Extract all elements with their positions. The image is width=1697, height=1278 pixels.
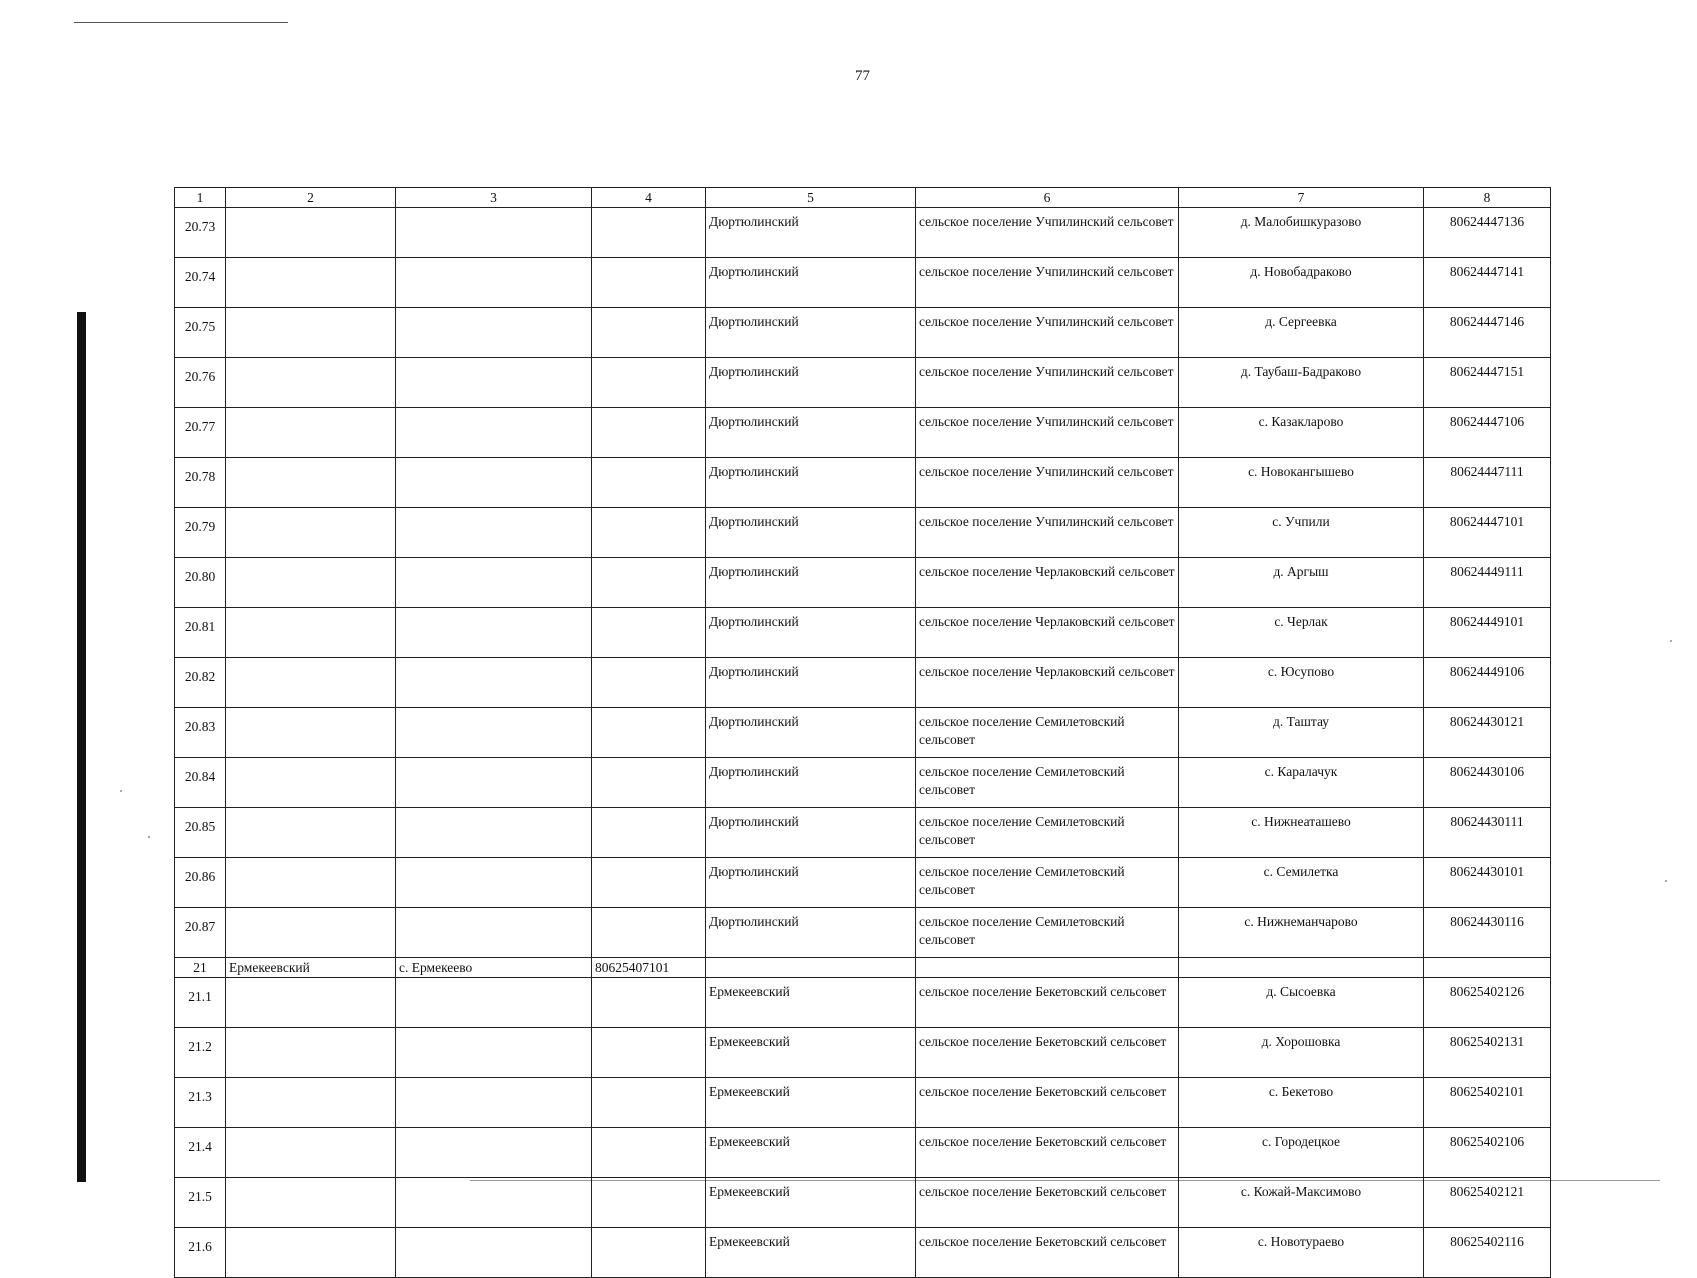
locality-cell: с. Нижнеаташево (1179, 808, 1424, 858)
oktmo-code-cell: 80624449101 (1424, 608, 1551, 658)
header-cell: 1 (175, 188, 226, 208)
settlement-cell: сельское поселение Бекетовский сельсовет (916, 1028, 1179, 1078)
locality-cell: д. Новобадраково (1179, 258, 1424, 308)
locality-cell: с. Кожай-Максимово (1179, 1178, 1424, 1228)
settlement-cell: сельское поселение Учпилинский сельсовет (916, 508, 1179, 558)
header-cell: 6 (916, 188, 1179, 208)
settlement-cell: сельское поселение Учпилинский сельсовет (916, 208, 1179, 258)
top-rule (74, 22, 288, 23)
settlement-cell: сельское поселение Учпилинский сельсовет (916, 458, 1179, 508)
municipality-code-cell (592, 858, 706, 908)
center-cell (396, 808, 592, 858)
locality-cell: д. Таубаш-Бадраково (1179, 358, 1424, 408)
center-cell (396, 208, 592, 258)
row-number-cell: 20.83 (175, 708, 226, 758)
table-row (175, 1178, 1551, 1228)
municipality-code-cell (592, 708, 706, 758)
table-row (175, 1228, 1551, 1278)
district-name-cell: Ермекеевский (706, 978, 916, 1028)
oktmo-code-cell: 80625402101 (1424, 1078, 1551, 1128)
row-number-cell: 20.76 (175, 358, 226, 408)
district-cell (226, 308, 396, 358)
header-cell: 2 (226, 188, 396, 208)
district-cell (226, 358, 396, 408)
header-cell: 5 (706, 188, 916, 208)
row-number-cell: 21.3 (175, 1078, 226, 1128)
district-name-cell: Дюртюлинский (706, 658, 916, 708)
district-cell (226, 1228, 396, 1278)
municipality-code-cell (592, 358, 706, 408)
row-number-cell: 20.80 (175, 558, 226, 608)
row-number-cell: 21.2 (175, 1028, 226, 1078)
district-name-cell: Ермекеевский (706, 1028, 916, 1078)
district-name-cell: Дюртюлинский (706, 858, 916, 908)
row-number-cell: 21 (175, 958, 226, 978)
table-row (175, 508, 1551, 558)
table-row (175, 858, 1551, 908)
district-name-cell: Дюртюлинский (706, 508, 916, 558)
district-name-cell: Ермекеевский (706, 1078, 916, 1128)
table-row (175, 358, 1551, 408)
district-name-cell: Ермекеевский (706, 1228, 916, 1278)
locality-cell: с. Семилетка (1179, 858, 1424, 908)
municipality-code-cell (592, 758, 706, 808)
table-row (175, 458, 1551, 508)
district-cell (226, 1178, 396, 1228)
center-cell (396, 908, 592, 958)
district-name-cell: Дюртюлинский (706, 408, 916, 458)
center-cell (396, 308, 592, 358)
oktmo-code-cell: 80625402116 (1424, 1228, 1551, 1278)
district-name-cell: Дюртюлинский (706, 458, 916, 508)
oktmo-code-cell: 80625402106 (1424, 1128, 1551, 1178)
oktmo-code-cell: 80624430121 (1424, 708, 1551, 758)
district-cell (226, 708, 396, 758)
locality-cell: д. Аргыш (1179, 558, 1424, 608)
table-row (175, 978, 1551, 1028)
locality-cell: д. Сергеевка (1179, 308, 1424, 358)
district-name-cell: Дюртюлинский (706, 208, 916, 258)
municipality-code-cell (592, 558, 706, 608)
settlement-cell: сельское поселение Учпилинский сельсовет (916, 358, 1179, 408)
district-cell (226, 408, 396, 458)
center-cell (396, 558, 592, 608)
settlement-cell: сельское поселение Семилетовский сельсовет (916, 708, 1179, 758)
center-cell (396, 708, 592, 758)
table-row (175, 208, 1551, 258)
oktmo-code-cell: 80624447111 (1424, 458, 1551, 508)
settlement-cell: сельское поселение Бекетовский сельсовет (916, 1128, 1179, 1178)
district-name-cell: Дюртюлинский (706, 808, 916, 858)
row-number-cell: 20.78 (175, 458, 226, 508)
locality-cell: с. Городецкое (1179, 1128, 1424, 1178)
row-number-cell: 20.73 (175, 208, 226, 258)
municipality-code-cell (592, 658, 706, 708)
center-cell (396, 858, 592, 908)
municipality-code-cell (592, 908, 706, 958)
locality-cell: д. Сысоевка (1179, 978, 1424, 1028)
municipality-code-cell (592, 1228, 706, 1278)
center-cell (396, 358, 592, 408)
oktmo-code-cell: 80625402131 (1424, 1028, 1551, 1078)
center-cell (396, 1228, 592, 1278)
center-cell (396, 1078, 592, 1128)
center-cell (396, 258, 592, 308)
table-row (175, 1078, 1551, 1128)
center-cell (396, 1028, 592, 1078)
table-row (175, 958, 1551, 978)
oktmo-code-cell: 80624447136 (1424, 208, 1551, 258)
municipality-code-cell (592, 308, 706, 358)
row-number-cell: 20.75 (175, 308, 226, 358)
settlement-cell: сельское поселение Семилетовский сельсовет (916, 858, 1179, 908)
municipality-code-cell (592, 1078, 706, 1128)
oktmo-code-cell: 80624449106 (1424, 658, 1551, 708)
oktmo-code-cell: 80624447146 (1424, 308, 1551, 358)
oktmo-code-cell: 80624430111 (1424, 808, 1551, 858)
locality-cell: с. Бекетово (1179, 1078, 1424, 1128)
municipality-code-cell (592, 508, 706, 558)
header-cell: 3 (396, 188, 592, 208)
district-cell (226, 258, 396, 308)
settlement-cell: сельское поселение Бекетовский сельсовет (916, 978, 1179, 1028)
table-row (175, 658, 1551, 708)
center-cell (396, 978, 592, 1028)
settlement-cell: сельское поселение Учпилинский сельсовет (916, 408, 1179, 458)
district-cell (226, 978, 396, 1028)
center-cell (396, 1128, 592, 1178)
settlement-cell: сельское поселение Черлаковский сельсовет (916, 558, 1179, 608)
district-name-cell: Ермекеевский (706, 1128, 916, 1178)
municipality-code-cell (592, 1028, 706, 1078)
district-cell (226, 1028, 396, 1078)
municipality-code-cell (592, 808, 706, 858)
table-row (175, 608, 1551, 658)
district-cell (226, 508, 396, 558)
locality-cell: с. Новотураево (1179, 1228, 1424, 1278)
table-row (175, 808, 1551, 858)
row-number-cell: 20.79 (175, 508, 226, 558)
municipality-code-cell (592, 408, 706, 458)
district-cell (226, 558, 396, 608)
row-number-cell: 21.5 (175, 1178, 226, 1228)
center-cell (396, 658, 592, 708)
municipality-code-cell: 80625407101 (592, 958, 706, 978)
locality-cell: д. Малобишкуразово (1179, 208, 1424, 258)
oktmo-code-cell (1424, 958, 1551, 978)
row-number-cell: 21.1 (175, 978, 226, 1028)
row-number-cell: 20.84 (175, 758, 226, 808)
center-cell: с. Ермекеево (396, 958, 592, 978)
district-name-cell (706, 958, 916, 978)
municipality-code-cell (592, 608, 706, 658)
column-number-row (175, 188, 1551, 208)
district-name-cell: Дюртюлинский (706, 308, 916, 358)
table-row (175, 408, 1551, 458)
district-name-cell: Дюртюлинский (706, 608, 916, 658)
page-number: 77 (855, 68, 870, 84)
municipality-code-cell (592, 1178, 706, 1228)
row-number-cell: 20.77 (175, 408, 226, 458)
header-cell: 4 (592, 188, 706, 208)
district-name-cell: Дюртюлинский (706, 358, 916, 408)
oktmo-code-cell: 80624447141 (1424, 258, 1551, 308)
oktmo-code-cell: 80624447151 (1424, 358, 1551, 408)
table-row (175, 1028, 1551, 1078)
table-row (175, 708, 1551, 758)
settlements-table (174, 187, 1551, 1278)
district-cell (226, 658, 396, 708)
center-cell (396, 458, 592, 508)
district-cell (226, 808, 396, 858)
row-number-cell: 21.4 (175, 1128, 226, 1178)
table-row (175, 258, 1551, 308)
settlement-cell: сельское поселение Черлаковский сельсовет (916, 608, 1179, 658)
locality-cell: с. Учпили (1179, 508, 1424, 558)
oktmo-code-cell: 80624430116 (1424, 908, 1551, 958)
center-cell (396, 608, 592, 658)
row-number-cell: 20.81 (175, 608, 226, 658)
municipality-code-cell (592, 1128, 706, 1178)
district-name-cell: Ермекеевский (706, 1178, 916, 1228)
settlement-cell: сельское поселение Бекетовский сельсовет (916, 1178, 1179, 1228)
municipality-code-cell (592, 458, 706, 508)
row-number-cell: 21.6 (175, 1228, 226, 1278)
locality-cell: с. Новокангышево (1179, 458, 1424, 508)
table-row (175, 1128, 1551, 1178)
row-number-cell: 20.85 (175, 808, 226, 858)
district-cell: Ермекеевский (226, 958, 396, 978)
row-number-cell: 20.87 (175, 908, 226, 958)
settlement-cell: сельское поселение Учпилинский сельсовет (916, 308, 1179, 358)
row-number-cell: 20.86 (175, 858, 226, 908)
center-cell (396, 758, 592, 808)
row-number-cell: 20.74 (175, 258, 226, 308)
district-cell (226, 1128, 396, 1178)
district-cell (226, 1078, 396, 1128)
district-name-cell: Дюртюлинский (706, 908, 916, 958)
oktmo-code-cell: 80624447101 (1424, 508, 1551, 558)
district-cell (226, 608, 396, 658)
locality-cell: с. Черлак (1179, 608, 1424, 658)
locality-cell: с. Нижнеманчарово (1179, 908, 1424, 958)
scan-edge-bar (77, 312, 86, 1182)
table-row (175, 908, 1551, 958)
center-cell (396, 508, 592, 558)
district-cell (226, 458, 396, 508)
oktmo-code-cell: 80624430106 (1424, 758, 1551, 808)
settlement-cell: сельское поселение Черлаковский сельсовет (916, 658, 1179, 708)
center-cell (396, 1178, 592, 1228)
oktmo-code-cell: 80624449111 (1424, 558, 1551, 608)
district-name-cell: Дюртюлинский (706, 258, 916, 308)
settlement-cell: сельское поселение Семилетовский сельсовет (916, 758, 1179, 808)
settlement-cell (916, 958, 1179, 978)
district-name-cell: Дюртюлинский (706, 558, 916, 608)
row-number-cell: 20.82 (175, 658, 226, 708)
settlement-cell: сельское поселение Бекетовский сельсовет (916, 1078, 1179, 1128)
district-cell (226, 908, 396, 958)
district-cell (226, 758, 396, 808)
district-cell (226, 858, 396, 908)
oktmo-code-cell: 80625402126 (1424, 978, 1551, 1028)
table-row (175, 558, 1551, 608)
district-cell (226, 208, 396, 258)
locality-cell: д. Хорошовка (1179, 1028, 1424, 1078)
table-row (175, 758, 1551, 808)
municipality-code-cell (592, 258, 706, 308)
district-name-cell: Дюртюлинский (706, 758, 916, 808)
center-cell (396, 408, 592, 458)
settlement-cell: сельское поселение Учпилинский сельсовет (916, 258, 1179, 308)
locality-cell (1179, 958, 1424, 978)
settlement-cell: сельское поселение Семилетовский сельсовет (916, 908, 1179, 958)
header-cell: 8 (1424, 188, 1551, 208)
oktmo-code-cell: 80624447106 (1424, 408, 1551, 458)
municipality-code-cell (592, 978, 706, 1028)
header-cell: 7 (1179, 188, 1424, 208)
locality-cell: с. Казакларово (1179, 408, 1424, 458)
oktmo-code-cell: 80625402121 (1424, 1178, 1551, 1228)
oktmo-code-cell: 80624430101 (1424, 858, 1551, 908)
municipality-code-cell (592, 208, 706, 258)
settlement-cell: сельское поселение Бекетовский сельсовет (916, 1228, 1179, 1278)
locality-cell: д. Таштау (1179, 708, 1424, 758)
district-name-cell: Дюртюлинский (706, 708, 916, 758)
locality-cell: с. Каралачук (1179, 758, 1424, 808)
settlement-cell: сельское поселение Семилетовский сельсовет (916, 808, 1179, 858)
table-row (175, 308, 1551, 358)
locality-cell: с. Юсупово (1179, 658, 1424, 708)
